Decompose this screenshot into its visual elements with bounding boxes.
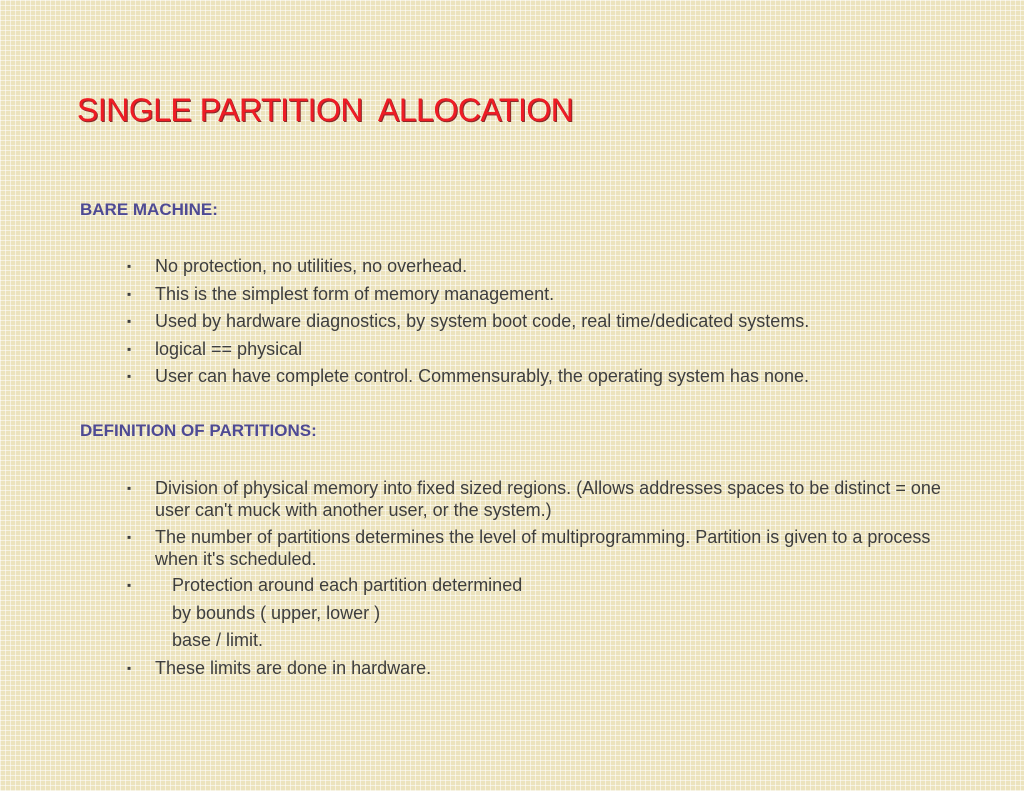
list-item-text: Division of physical memory into fixed sized regions. (Allows addresses spaces to be distinct = one user can't muck with another user, or the system.) (155, 478, 941, 520)
slide-title: SINGLE PARTITION ALLOCATION (77, 92, 574, 128)
list-item (126, 255, 946, 283)
list-item-text: base / limit. (172, 630, 264, 650)
list-item-text: by bounds ( upper, lower ) (172, 602, 381, 623)
partitions-bullet-list (126, 477, 946, 679)
list-item (126, 477, 946, 526)
section-heading-definition-of-partitions: DEFINITION OF PARTITIONS: (80, 421, 317, 440)
list-item-text: No protection, no utilities, no overhead. (155, 256, 468, 276)
bare-machine-bullet-list (126, 255, 946, 393)
list-item-text: Used by hardware diagnostics, by system boot code, real time/dedicated systems. (155, 311, 810, 331)
bullet-square-icon: ▪ (127, 530, 132, 544)
bullet-square-icon: ▪ (127, 341, 132, 356)
list-item-text: These limits are done in hardware. (155, 658, 432, 678)
list-item (126, 310, 946, 338)
list-item (126, 526, 946, 574)
list-item-text: logical == physical (155, 338, 303, 359)
list-item (126, 365, 946, 393)
bullet-square-icon: ▪ (127, 578, 132, 592)
bullet-square-icon: ▪ (127, 286, 132, 301)
list-item-text: User can have complete control. Commensurably, the operating system has none. (155, 366, 809, 386)
list-item (126, 574, 946, 657)
bullet-square-icon: ▪ (127, 661, 132, 675)
bullet-square-icon: ▪ (127, 259, 132, 273)
bullet-square-icon: ▪ (127, 481, 132, 495)
list-item (126, 657, 946, 679)
list-item (126, 338, 946, 366)
list-item-text: The number of partitions determines the level of multiprogramming. Partition is given to a process when it's scheduled. (155, 527, 931, 569)
list-item (126, 283, 946, 311)
bullet-square-icon: ▪ (127, 314, 132, 328)
section-heading-bare-machine: BARE MACHINE: (80, 200, 218, 219)
bullet-square-icon: ▪ (127, 369, 132, 383)
list-item-text: Protection around each partition determined (172, 575, 523, 595)
list-item-text: This is the simplest form of memory management. (155, 283, 555, 304)
